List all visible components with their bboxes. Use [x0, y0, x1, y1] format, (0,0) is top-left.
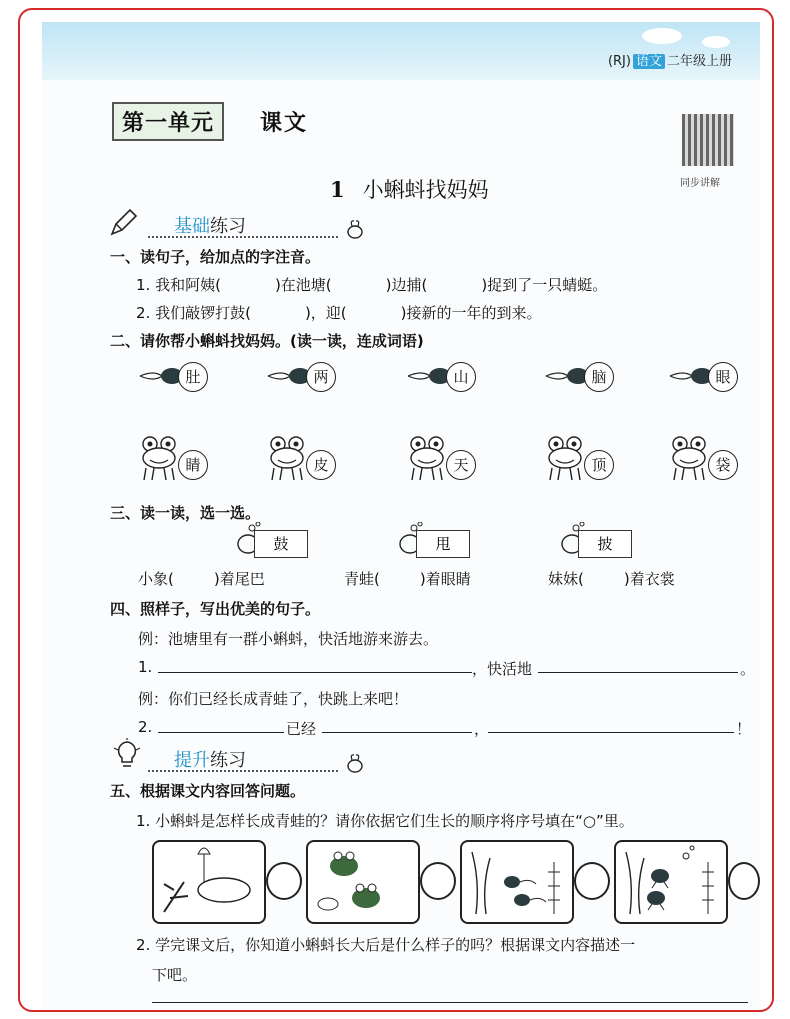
tadpole-char-2[interactable]: 两	[306, 362, 336, 392]
section-basic-a: 基础	[174, 216, 210, 237]
stage-picture-lotus	[152, 840, 266, 924]
choice-word-3[interactable]: 披	[578, 530, 632, 558]
header-edition: (RJ)	[607, 54, 631, 69]
lesson-number: 1	[330, 177, 345, 202]
q1-line1-b: )在池塘(	[274, 276, 332, 294]
frog-char-2[interactable]: 皮	[306, 450, 336, 480]
choice-word-1[interactable]: 鼓	[254, 530, 308, 558]
frog-icon	[266, 434, 308, 482]
q4-line2-blank-c[interactable]	[488, 732, 734, 733]
unit-title: 第一单元	[112, 102, 224, 141]
q3-blank2-b: )着眼睛	[419, 570, 471, 588]
tadpole-char-4[interactable]: 脑	[584, 362, 614, 392]
order-oval-1[interactable]	[266, 862, 302, 900]
section-advanced	[110, 746, 370, 772]
order-oval-2[interactable]	[420, 862, 456, 900]
q1-heading: 一、读句子，给加点的字注音。	[110, 248, 321, 266]
q4-line1-num: 1.	[138, 658, 153, 676]
frog-char-5[interactable]: 袋	[708, 450, 738, 480]
q1-line1-a: 1. 我和阿姨(	[136, 276, 221, 294]
q4-line2-blank-b[interactable]	[322, 732, 472, 733]
lotus-leaves-icon	[154, 842, 260, 918]
q1-line1-d: )捉到了一只蜻蜓。	[481, 276, 608, 294]
section-basic-b: 练习	[210, 216, 246, 237]
q5-sub2-line1: 2. 学完课文后，你知道小蝌蚪长大后是什么样子的吗？根据课文内容描述一	[136, 936, 636, 954]
q1-line2-b: )，迎(	[304, 304, 347, 322]
order-oval-3[interactable]	[574, 862, 610, 900]
q4-line1-blank-b[interactable]	[538, 672, 738, 673]
tadpole-decor-icon	[340, 218, 370, 240]
q3-blank2-a: 青蛙(	[344, 570, 380, 588]
q5-sub1: 1. 小蝌蚪是怎样长成青蛙的？请你依据它们生长的顺序将序号填在“○”里。	[136, 812, 634, 830]
choice-word-2[interactable]: 甩	[416, 530, 470, 558]
q2-heading: 二、请你帮小蝌蚪找妈妈。(读一读，连成词语)	[110, 332, 424, 350]
frog-icon	[544, 434, 586, 482]
q3-blank3-a: 妹妹(	[548, 570, 584, 588]
section-advanced-a: 提升	[174, 750, 210, 771]
header-band	[42, 22, 760, 80]
q3-blank3-b: )着衣裳	[623, 570, 675, 588]
tadpole-char-5[interactable]: 眼	[708, 362, 738, 392]
q3-blank1-b: )着尾巴	[213, 570, 265, 588]
worksheet-page	[42, 22, 760, 1012]
q4-line2-end: ！	[736, 720, 752, 738]
tadpole-char-1[interactable]: 肚	[178, 362, 208, 392]
q4-line1-end: 。	[740, 660, 756, 678]
tadpoles-icon	[462, 842, 568, 918]
frog-icon	[406, 434, 448, 482]
stage-picture-tadpoles	[460, 840, 574, 924]
frogs-icon	[308, 842, 414, 918]
header-subject: 语文	[633, 54, 665, 69]
frog-icon	[138, 434, 180, 482]
q4-line2-comma: ，	[474, 720, 490, 738]
frog-icon	[668, 434, 710, 482]
header-grade: 二年级上册	[666, 54, 732, 69]
q4-line2-num: 2.	[138, 718, 153, 736]
q3-blank1-a: 小象(	[138, 570, 174, 588]
stage-picture-frogs	[306, 840, 420, 924]
tadpole-decor-icon	[340, 752, 370, 774]
q3-heading: 三、读一读，选一选。	[110, 504, 261, 522]
page-frame	[18, 8, 774, 1012]
tadpoles-with-legs-icon	[616, 842, 722, 918]
section-basic	[110, 212, 370, 238]
tadpole-char-3[interactable]: 山	[446, 362, 476, 392]
frog-char-1[interactable]: 睛	[178, 450, 208, 480]
qr-code-icon[interactable]	[682, 114, 734, 166]
q5-heading: 五、根据课文内容回答问题。	[110, 782, 306, 800]
header-label	[608, 50, 732, 69]
q5-sub2-line2: 下吧。	[152, 966, 198, 984]
q4-example-1: 例：池塘里有一群小蝌蚪，快活地游来游去。	[138, 630, 439, 648]
q4-line2-mid: 已经	[286, 720, 317, 738]
frog-char-4[interactable]: 顶	[584, 450, 614, 480]
unit-subtitle: 课文	[260, 111, 309, 136]
q4-line1-mid: ，快活地	[472, 660, 533, 678]
q4-line2-blank-a[interactable]	[158, 732, 284, 733]
q1-line2-c: )接新的一年的到来。	[400, 304, 542, 322]
lesson-title	[330, 174, 489, 204]
lesson-name: 小蝌蚪找妈妈	[362, 178, 489, 202]
q4-line1-blank-a[interactable]	[158, 672, 472, 673]
q1-line2-a: 2. 我们敲锣打鼓(	[136, 304, 251, 322]
stage-picture-legs	[614, 840, 728, 924]
frog-char-3[interactable]: 天	[446, 450, 476, 480]
q5-answer-line[interactable]	[152, 1002, 748, 1003]
section-advanced-b: 练习	[210, 750, 246, 771]
q4-heading: 四、照样子，写出优美的句子。	[110, 600, 321, 618]
order-oval-4[interactable]	[728, 862, 760, 900]
q1-line1-c: )边捕(	[385, 276, 428, 294]
q4-example-2: 例：你们已经长成青蛙了，快跳上来吧！	[138, 690, 409, 708]
qr-caption: 同步讲解	[680, 178, 720, 189]
